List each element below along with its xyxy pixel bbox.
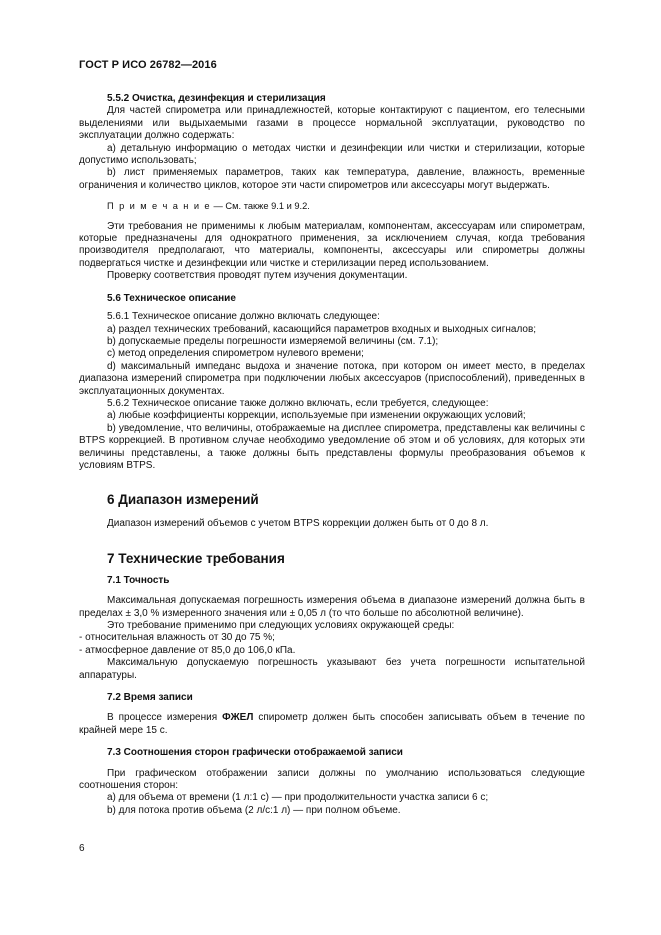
paragraph: Максимальную допускаемую погрешность указывают без учета погрешности испытательной аппаратуры. [79,657,585,681]
list-item: - атмосферное давление от 85,0 до 106,0 кПа. [79,644,296,656]
list-item: b) для потока против объема (2 л/с:1 л) — при полном объеме. [107,804,401,816]
list-item: c) метод определения спирометром нулевого времени; [107,348,364,360]
paragraph: Проверку соответствия проводят путем изучения документации. [107,270,408,282]
page-number: 6 [79,843,85,854]
paragraph: Это требование применимо при следующих условиях окружающей среды: [107,620,455,631]
paragraph: 5.6.1 Техническое описание должно включать следующее: [107,311,380,323]
list-item: a) любые коэффициенты коррекции, используемые при изменении окружающих условий; [107,410,526,422]
paragraph: В процессе измерения ФЖЕЛ спирометр должен быть способен записывать объем в течение по крайней мере 15 с. [79,712,585,736]
list-item: - относительная влажность от 30 до 75 %; [79,632,275,644]
list-item: b) уведомление, что величины, отображаемые на дисплее спирометра, представлены как величины с BTPS коррекцией. В противном случае необходимо уведомление об этом и об условиях, для которых эти величины представлены, а также должны быть представлены формулы преобразования объемов к условиям BTPS. [79,422,585,471]
paragraph: Для частей спирометра или принадлежностей, которые контактируют с пациентом, его телесными выделениями или выдыхаемыми газами в процессе нормальной эксплуатации, руководство по эксплуатации должно содержать: [79,105,585,142]
section-7-1-heading: 7.1 Точность [107,574,170,586]
list-item: b) лист применяемых параметров, таких как температура, давление, влажность, временные ограничения и количество циклов, которое эти части спирометров или аксессуары могут выдержать. [79,167,585,191]
list-item: a) для объема от времени (1 л:1 с) — при продолжительности участка записи 6 с; [107,792,489,804]
list-item: d) максимальный импеданс выдоха и значение потока, при котором он имеет место, в пределах диапазона измерений спирометра при подключении любых аксессуаров (приспособлений), приведенных в эксплуатационных документах. [79,360,585,397]
paragraph: Максимальная допускаемая погрешность измерения объема в диапазоне измерений должна быть в пределах ± 3,0 % измеренного значения или ± 0,05 л (то что больше по абсолютной величине). [79,595,585,619]
paragraph: При графическом отображении записи должны по умолчанию использоваться следующие соотношения сторон: [79,767,585,792]
section-7-2-heading: 7.2 Время записи [107,692,193,704]
section-7-3-heading: 7.3 Соотношения сторон графически отображаемой записи [107,747,403,759]
list-item: b) допускаемые пределы погрешности измеряемой величины (см. 7.1); [107,335,439,347]
note-label: П р и м е ч а н и е [107,201,211,212]
note [79,200,585,212]
paragraph: Диапазон измерений объемов с учетом BTPS коррекции должен быть от 0 до 8 л. [107,518,489,530]
list-item: a) раздел технических требований, касающийся параметров входных и выходных сигналов; [107,323,537,335]
section-6-heading: 6 Диапазон измерений [107,492,259,508]
list-item: a) детальную информацию о методах чистки и дезинфекции или чистки и стерилизации, которые допустимо использовать; [79,142,585,167]
term-fzhel: ФЖЕЛ [222,712,254,724]
paragraph: 5.6.2 Техническое описание также должно включать, если требуется, следующее: [107,397,489,409]
section-5-6-heading: 5.6 Техническое описание [107,292,236,304]
section-5-5-2-heading: 5.5.2 Очистка, дезинфекция и стерилизация [107,93,326,104]
note-text: — См. также 9.1 и 9.2. [210,201,310,212]
document-header: ГОСТ Р ИСО 26782—2016 [79,59,217,71]
paragraph: Эти требования не применимы к любым материалам, компонентам, аксессуарам или спирометрам, которые предназначены для однократного применения, за исключением случая, когда требования производителя предполагают, что материалы, компоненты, аксессуары или спирометры должны подвергаться чистке и дезинфекции или чистке и стерилизации перед использованием. [79,220,585,269]
section-7-heading: 7 Технические требования [107,550,285,566]
page-content [79,93,585,817]
